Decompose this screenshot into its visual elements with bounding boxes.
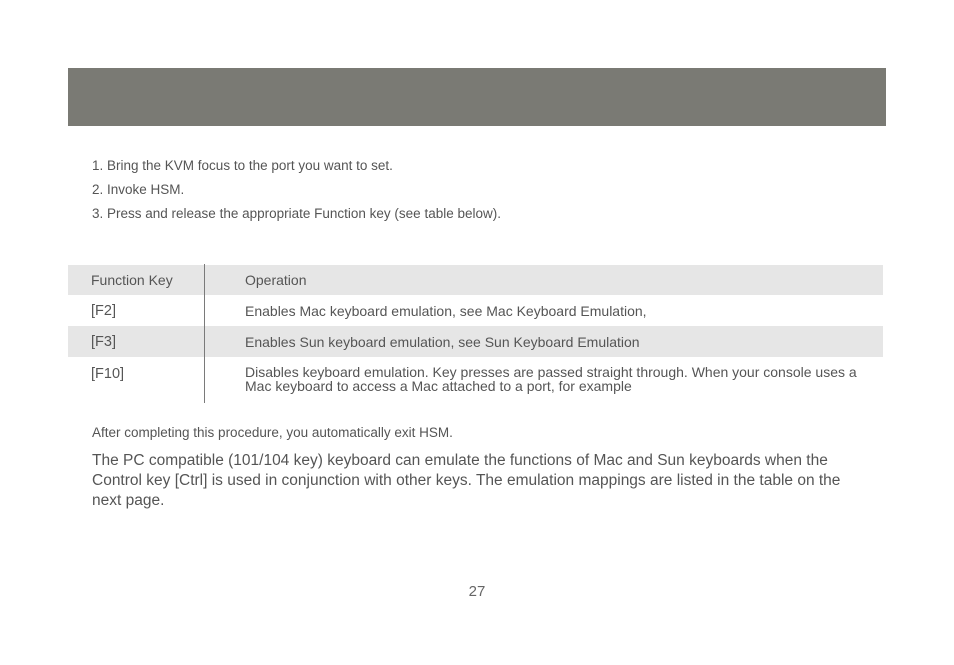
table-cell-key: [F10]	[91, 366, 125, 382]
after-procedure-note: After completing this procedure, you automatically exit HSM.	[92, 425, 453, 440]
table-cell-key: [F3]	[91, 333, 116, 350]
step-2: 2. Invoke HSM.	[92, 182, 185, 197]
table-row	[68, 326, 883, 357]
emulation-description: The PC compatible (101/104 key) keyboard can emulate the functions of Mac and Sun keyboards when the Control key [Ctrl] is used in conjunction with other keys. The emulation mappings are listed in the table on the next page.	[92, 452, 841, 509]
table-row	[68, 295, 883, 326]
table-cell-operation: Enables Mac keyboard emulation, see Mac Keyboard Emulation,	[245, 302, 647, 319]
table-row	[68, 357, 883, 402]
column-header-function-key: Function Key	[91, 272, 173, 288]
header-bar	[68, 68, 886, 126]
table-header-row	[68, 265, 883, 295]
step-1: 1. Bring the KVM focus to the port you want to set.	[92, 158, 393, 173]
table-column-divider	[204, 264, 205, 403]
function-key-table	[68, 265, 883, 402]
procedure-steps	[92, 157, 501, 229]
table-cell-operation: Enables Sun keyboard emulation, see Sun Keyboard Emulation	[245, 333, 640, 350]
step-3: 3. Press and release the appropriate Function key (see table below).	[92, 206, 501, 221]
page-number: 27	[468, 583, 486, 600]
table-cell-key: [F2]	[91, 302, 116, 319]
column-header-operation: Operation	[245, 272, 307, 288]
table-cell-operation: Disables keyboard emulation. Key presses are passed straight through. When your console uses a Mac keyboard to access a Mac attached to a port, for example	[245, 364, 857, 394]
